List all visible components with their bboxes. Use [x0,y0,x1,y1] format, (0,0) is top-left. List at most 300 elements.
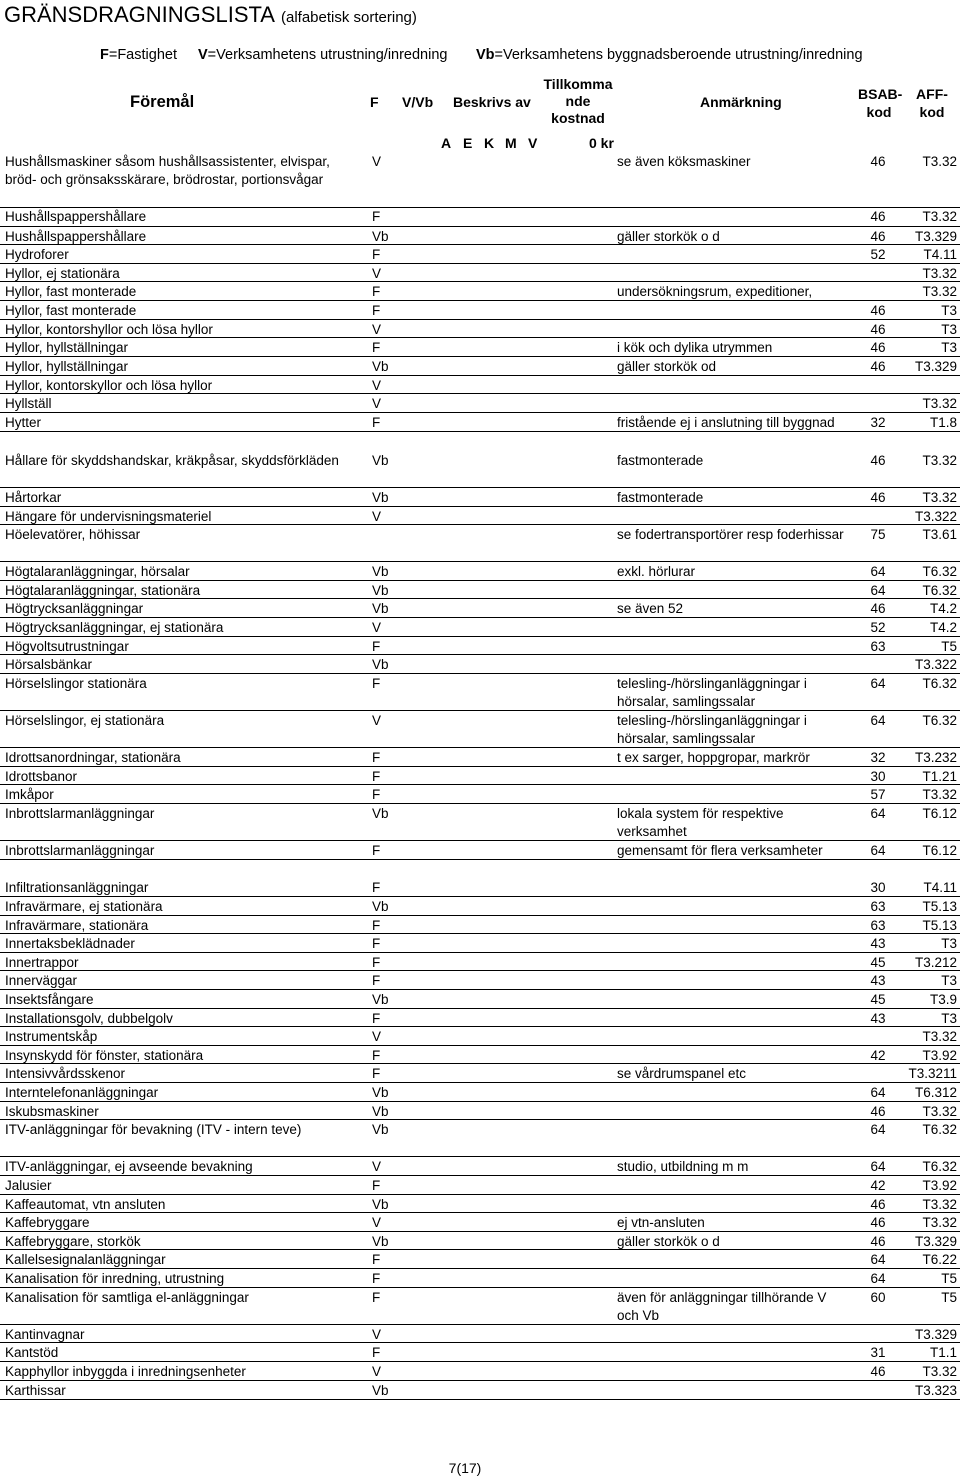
legend-text: =Verksamhetens byggnadsberoende utrustning/inredning [494,47,863,63]
remark: exkl. hörlurar [617,564,696,579]
table-row [0,1232,960,1250]
header-tillkomma-line2: nde [565,93,591,109]
item-name: Hyllor, kontorskyllor och lösa hyllor [5,378,213,393]
item-name: Högtrycksanläggningar [5,601,144,616]
header-foremal: Föremål [130,93,195,111]
table-row [0,599,960,618]
bsab-code: 32 [870,415,886,430]
responsibility-code: F [372,1011,381,1026]
table-row [0,878,960,897]
aff-code: T3 [941,936,957,951]
bsab-code: 63 [870,899,886,914]
header-tillkomma-line3: kostnad [551,110,605,126]
aff-code: T3.323 [914,1383,957,1398]
aff-code: T6.32 [922,564,957,579]
legend-key: F [100,47,109,63]
item-name: Högtalaranläggningar, hörsalar [5,564,190,579]
table-row [0,953,960,971]
header-tillkomma-line1: Tillkomma [543,76,613,92]
bsab-code: 46 [870,490,886,505]
responsibility-code: Vb [372,899,389,914]
remark: undersökningsrum, expeditioner, [617,284,813,299]
item-name: Imkåpor [5,787,54,802]
aff-code: T3.32 [922,1364,957,1379]
bsab-code: 45 [870,955,886,970]
item-name: Intensivvårdsskenor [5,1066,126,1081]
item-name: Hyllor, fast monterade [5,303,137,318]
bsab-code: 46 [870,1234,886,1249]
aff-code: T3.32 [922,453,957,468]
item-name: Insynskydd för fönster, stationära [5,1048,204,1063]
responsibility-code: Vb [372,992,389,1007]
table-row [0,971,960,990]
table-row [0,264,960,282]
responsibility-code: V [372,154,382,169]
bsab-code: 46 [870,229,886,244]
aff-code: T3.92 [922,1178,957,1193]
bsab-code: 57 [870,787,886,802]
remark: telesling-/hörslinganläggningar i hörsalar, samlingssalar [617,713,807,746]
responsibility-code: Vb [372,806,389,821]
table-row [0,394,960,413]
bsab-code: 64 [870,1159,886,1174]
aff-code: T3.92 [922,1048,957,1063]
responsibility-code: Vb [372,359,389,374]
aff-code: T5 [941,1290,957,1305]
responsibility-code: Vb [372,453,389,468]
table-row [0,711,960,748]
table-row [0,785,960,804]
item-name: Hytter [5,415,42,430]
header-bsab-line1: BSAB- [858,86,903,102]
table-row [0,1195,960,1213]
aff-code: T6.32 [922,1159,957,1174]
table-row [0,934,960,953]
responsibility-code: F [372,1178,381,1193]
table-row [0,1157,960,1176]
bsab-code: 46 [870,453,886,468]
item-name: Hållare för skyddshandskar, kräkpåsar, skyddsförkläden [5,453,339,468]
table-row [0,1269,960,1288]
responsibility-code: Vb [372,1234,389,1249]
item-name: Hörselslingor, ej stationära [5,713,165,728]
table-row [0,320,960,338]
aff-code: T6.12 [922,806,957,821]
bsab-code: 64 [870,1271,886,1286]
table-row [0,357,960,376]
bsab-code: 45 [870,992,886,1007]
table-row [0,748,960,767]
aff-code: T3.32 [922,1104,957,1119]
item-name: Kanalisation för samtliga el-anläggningar [5,1290,249,1305]
aff-code: T3 [941,340,957,355]
aff-code: T3.32 [922,284,957,299]
aff-code: T3.32 [922,1197,957,1212]
aff-code: T6.32 [922,1122,957,1137]
remark: se även 52 [617,601,684,616]
header-sub-v: V [528,135,538,151]
bsab-code: 46 [870,359,886,374]
bsab-code: 64 [870,713,886,728]
aff-code: T3.329 [914,229,957,244]
bsab-code: 64 [870,806,886,821]
item-name: Inbrottslarmanläggningar [5,843,155,858]
item-name: Karthissar [5,1383,66,1398]
header-zero-kr: 0 kr [589,135,614,151]
responsibility-code: F [372,843,381,858]
remark: gäller storkök od [617,359,717,374]
header-aff-line1: AFF- [916,86,948,102]
bsab-code: 43 [870,973,886,988]
legend-key: V [198,47,208,63]
aff-code: T3.322 [914,509,957,524]
aff-code: T5.13 [922,899,957,914]
item-name: Innerväggar [5,973,78,988]
aff-code: T6.32 [922,676,957,691]
table-row [0,227,960,245]
item-name: Hushållsmaskiner såsom hushållsassistenter, elvispar, bröd- och grönsaksskärare, brödrostar, portionsvågar [5,154,330,187]
responsibility-code: V [372,1029,382,1044]
responsibility-code: V [372,620,382,635]
responsibility-code: V [372,378,382,393]
legend-text: =Fastighet [108,47,177,63]
aff-code: T6.12 [922,843,957,858]
aff-code: T3.3211 [908,1066,957,1081]
responsibility-code: V [372,1327,382,1342]
bsab-code: 52 [870,620,886,635]
item-name: ITV-anläggningar för bevakning (ITV - intern teve) [5,1122,302,1137]
aff-code: T3 [941,1011,957,1026]
aff-code: T3 [941,322,957,337]
responsibility-code: F [372,209,381,224]
item-name: Hängare för undervisningsmateriel [5,509,212,524]
item-name: Hörsalsbänkar [5,657,93,672]
responsibility-code: F [372,676,381,691]
responsibility-code: F [372,936,381,951]
aff-code: T6.32 [922,713,957,728]
aff-code: T3.32 [922,266,957,281]
bsab-code: 46 [870,154,886,169]
item-name: Högtalaranläggningar, stationära [5,583,201,598]
bsab-code: 46 [870,303,886,318]
bsab-code: 64 [870,843,886,858]
item-name: Hyllor, hyllställningar [5,359,129,374]
table-row [0,207,960,227]
aff-code: T3.329 [914,359,957,374]
header-sub-m: M [505,135,517,151]
responsibility-code: F [372,918,381,933]
item-name: Hårtorkar [5,490,62,505]
table-row [0,897,960,916]
bsab-code: 46 [870,322,886,337]
table-row [0,451,960,488]
aff-code: T3.32 [922,154,957,169]
remark: se även köksmaskiner [617,154,751,169]
remark: t ex sarger, hoppgropar, markrör [617,750,810,765]
item-name: Högtrycksanläggningar, ej stationära [5,620,224,635]
bsab-code: 60 [870,1290,886,1305]
aff-code: T3.32 [922,787,957,802]
table-row [0,1250,960,1269]
table-row [0,562,960,581]
aff-code: T4.11 [923,247,957,262]
responsibility-code: Vb [372,1085,389,1100]
responsibility-code: F [372,880,381,895]
table-row [0,804,960,841]
item-name: Innertrappor [5,955,79,970]
aff-code: T3.329 [914,1234,957,1249]
table-row [0,1027,960,1046]
responsibility-code: F [372,973,381,988]
aff-code: T1.1 [929,1345,957,1360]
responsibility-code: F [372,769,381,784]
bsab-code: 75 [870,527,886,542]
responsibility-code: F [372,1252,381,1267]
aff-code: T3.232 [914,750,957,765]
table-row [0,916,960,934]
item-name: Insektsfångare [5,992,94,1007]
table-row [0,655,960,674]
responsibility-code: Vb [372,1383,389,1398]
table-row [0,637,960,655]
bsab-code: 64 [870,564,886,579]
remark: fristående ej i anslutning till byggnad [617,415,835,430]
aff-code: T3.32 [922,396,957,411]
responsibility-code: F [372,284,381,299]
bsab-code: 43 [870,1011,886,1026]
item-name: Hyllor, hyllställningar [5,340,129,355]
table-row [0,507,960,525]
table-row [0,581,960,599]
item-name: Kantinvagnar [5,1327,85,1342]
item-name: Kaffebryggare, storkök [5,1234,141,1249]
bsab-code: 30 [870,880,886,895]
header-sub-k: K [484,135,495,151]
bsab-code: 42 [870,1048,886,1063]
remark: lokala system för respektive verksamhet [617,806,784,839]
aff-code: T6.22 [922,1252,957,1267]
responsibility-code: F [372,955,381,970]
aff-code: T3.61 [922,527,957,542]
item-name: Kapphyllor inbyggda i inredningsenheter [5,1364,246,1379]
item-name: Kallelsesignalanläggningar [5,1252,166,1267]
item-name: Hörselslingor stationära [5,676,147,691]
bsab-code: 64 [870,676,886,691]
header-vvb: V/Vb [402,94,434,110]
responsibility-code: V [372,509,382,524]
table-row [0,1064,960,1083]
item-name: Inbrottslarmanläggningar [5,806,155,821]
item-name: Innertaksbeklädnader [5,936,135,951]
responsibility-code: F [372,750,381,765]
remark: se fodertransportörer resp foderhissar [617,527,844,542]
responsibility-code: F [372,1345,381,1360]
bsab-code: 64 [870,1122,886,1137]
responsibility-code: Vb [372,564,389,579]
title-subtitle: (alfabetisk sortering) [280,9,417,26]
item-name: Infiltrationsanläggningar [5,880,149,895]
responsibility-code: F [372,247,381,262]
table-row [0,245,960,264]
item-name: Idrottsanordningar, stationära [5,750,181,765]
aff-code: T3.9 [929,992,957,1007]
responsibility-code: F [372,1066,381,1081]
remark: se vårdrumspanel etc [617,1066,747,1081]
bsab-code: 64 [870,1252,886,1267]
item-name: Idrottsbanor [5,769,78,784]
table-row [0,1083,960,1102]
item-name: ITV-anläggningar, ej avseende bevakning [5,1159,253,1174]
aff-code: T4.2 [929,620,957,635]
remark: ej vtn-ansluten [617,1215,705,1230]
aff-code: T3.32 [922,209,957,224]
table-row [0,990,960,1009]
responsibility-code: V [372,266,382,281]
table-row [0,1381,960,1400]
table-row [0,1009,960,1027]
item-name: Hushållspappershållare [5,229,147,244]
item-name: Kaffeautomat, vtn ansluten [5,1197,166,1212]
aff-code: T1.8 [929,415,957,430]
legend-text: =Verksamhetens utrustning/inredning [207,47,448,63]
responsibility-code: Vb [372,229,389,244]
aff-code: T3 [941,973,957,988]
item-name: Hushållspappershållare [5,209,147,224]
remark: telesling-/hörslinganläggningar i hörsalar, samlingssalar [617,676,807,709]
table-row [0,282,960,301]
table-row [0,1362,960,1381]
table-row [0,525,960,562]
bsab-code: 42 [870,1178,886,1193]
bsab-code: 52 [870,247,886,262]
table-row [0,1102,960,1120]
bsab-code: 46 [870,340,886,355]
bsab-code: 46 [870,1215,886,1230]
aff-code: T1.21 [922,769,957,784]
remark: även för anläggningar tillhörande V och Vb [617,1290,827,1323]
responsibility-code: V [372,396,382,411]
item-name: Jalusier [5,1178,52,1193]
item-name: Infravärmare, ej stationära [5,899,163,914]
table-row [0,301,960,320]
table-row [0,1120,960,1157]
responsibility-code: V [372,1159,382,1174]
table-row [0,1213,960,1232]
aff-code: T5 [941,639,957,654]
table-row [0,1288,960,1325]
item-name: Hyllor, ej stationära [5,266,120,281]
responsibility-code: F [372,415,381,430]
table-row [0,841,960,860]
responsibility-code: Vb [372,1122,389,1137]
table-row [0,338,960,357]
responsibility-code: Vb [372,601,389,616]
bsab-code: 63 [870,639,886,654]
aff-code: T3.212 [914,955,957,970]
remark: fastmonterade [617,453,704,468]
header-f: F [370,94,379,110]
table-row [0,413,960,432]
table-row [0,618,960,637]
aff-code: T3.322 [914,657,957,672]
table-row [0,1325,960,1343]
bsab-code: 64 [870,1085,886,1100]
responsibility-code: F [372,1271,381,1286]
responsibility-code: F [372,1290,381,1305]
bsab-code: 46 [870,1104,886,1119]
table-row [0,1176,960,1195]
item-name: Hyllor, kontorshyllor och lösa hyllor [5,322,213,337]
remark: gäller storkök o d [617,1234,720,1249]
remark: studio, utbildning m m [617,1159,749,1174]
table-row [0,152,960,208]
title-text: GRÄNSDRAGNINGSLISTA [4,2,275,27]
header-bsab-line2: kod [866,104,892,120]
item-name: Kaffebryggare [5,1215,90,1230]
table-row [0,1046,960,1064]
item-name: Hyllställ [5,396,52,411]
responsibility-code: V [372,1364,382,1379]
bsab-code: 32 [870,750,886,765]
responsibility-code: Vb [372,657,389,672]
remark: i kök och dylika utrymmen [617,340,773,355]
remark: gäller storkök o d [617,229,720,244]
aff-code: T4.11 [923,880,957,895]
aff-code: T3.32 [922,1215,957,1230]
responsibility-code: Vb [372,583,389,598]
item-name: Kanalisation för inredning, utrustning [5,1271,225,1286]
responsibility-code: V [372,713,382,728]
table-row [0,674,960,711]
item-name: Interntelefonanläggningar [5,1085,159,1100]
aff-code: T5 [941,1271,957,1286]
responsibility-code: Vb [372,490,389,505]
bsab-code: 30 [870,769,886,784]
header-sub-a: A [441,135,452,151]
header-beskrivs-av: Beskrivs av [453,94,531,110]
legend-key: Vb [476,47,495,63]
aff-code: T3.329 [914,1327,957,1342]
table-row [0,376,960,394]
item-name: Hyllor, fast monterade [5,284,137,299]
item-name: Höelevatörer, höhissar [5,527,141,542]
aff-code: T4.2 [929,601,957,616]
aff-code: T3.32 [922,490,957,505]
responsibility-code: V [372,322,382,337]
responsibility-code: F [372,303,381,318]
bsab-code: 43 [870,936,886,951]
aff-code: T6.312 [914,1085,957,1100]
bsab-code: 31 [870,1345,886,1360]
remark: gemensamt för flera verksamheter [617,843,823,858]
responsibility-code: V [372,1215,382,1230]
aff-code: T3.32 [922,1029,957,1044]
table-row [0,767,960,785]
bsab-code: 46 [870,209,886,224]
header-aff-line2: kod [919,104,945,120]
aff-code: T3 [941,303,957,318]
responsibility-code: Vb [372,1197,389,1212]
item-name: Högvoltsutrustningar [5,639,129,654]
bsab-code: 46 [870,1197,886,1212]
header-anmarkning: Anmärkning [700,94,782,110]
item-name: Infravärmare, stationära [5,918,149,933]
responsibility-code: F [372,639,381,654]
bsab-code: 46 [870,601,886,616]
page-number: 7(17) [448,1460,482,1476]
responsibility-code: Vb [372,1104,389,1119]
bsab-code: 46 [870,1364,886,1379]
